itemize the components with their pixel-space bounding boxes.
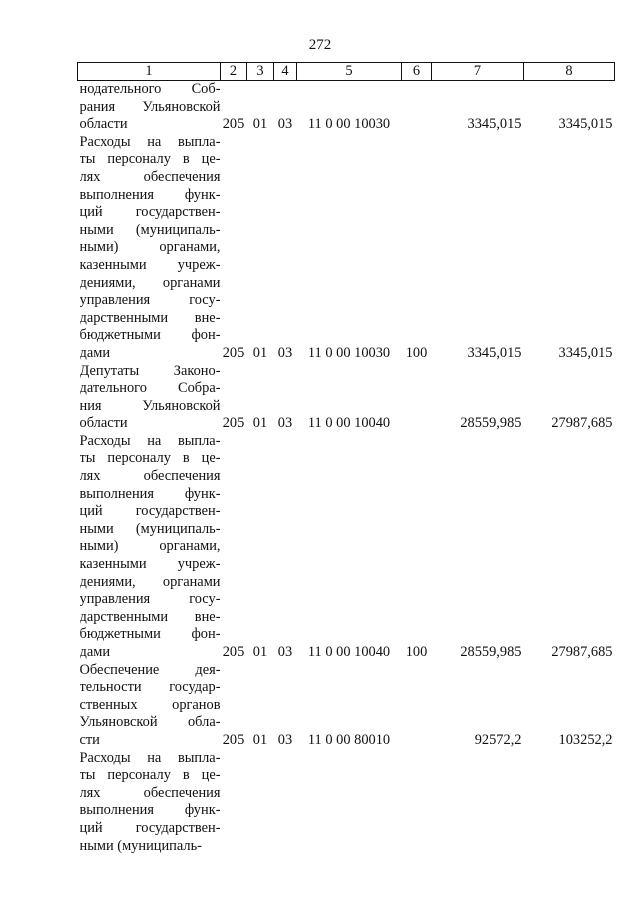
column-number-row: [78, 63, 615, 81]
section-code: 01: [252, 731, 268, 748]
expense-name-line: дениями, органами: [79, 274, 221, 291]
expense-type-code: [402, 750, 432, 856]
target-article-code: 11 0 00 80010: [307, 731, 391, 748]
table-row: [78, 134, 615, 363]
subsection-code: [274, 750, 297, 856]
expense-name: [78, 433, 221, 662]
table-header: [78, 63, 615, 81]
amount-year-1: 28559,985: [460, 644, 522, 660]
expense-name-line: ственных органов: [79, 696, 221, 713]
expense-name-line: ными (муниципаль-: [79, 520, 221, 537]
expense-name: [78, 81, 221, 134]
expense-type-code: [402, 363, 432, 433]
expense-name: [78, 662, 221, 750]
expense-name-line: тельности государ-: [79, 679, 221, 696]
amount-year-2: 27987,685: [551, 644, 613, 660]
amount-year-2: 103252,2: [558, 731, 613, 748]
admin-code: 205: [222, 344, 245, 361]
expense-name-line: сти: [79, 731, 100, 748]
page-number: 272: [308, 37, 332, 53]
expense-name-line: ными (муниципаль-: [79, 221, 221, 238]
expense-name-line: управления госу-: [79, 591, 221, 608]
expense-name-line: дами: [79, 344, 111, 361]
target-article-code: 11 0 00 10040: [307, 415, 391, 432]
admin-code: 205: [222, 644, 245, 660]
expense-name-line: дарственными вне-: [79, 608, 221, 625]
expense-name-line: нодательного Соб-: [79, 81, 221, 97]
expense-name-line: лях обеспечения: [79, 468, 221, 485]
section-code: [247, 750, 274, 856]
subsection-code: 03: [277, 116, 293, 133]
admin-code: 205: [222, 415, 245, 432]
amount-year-2: 3345,015: [558, 344, 613, 361]
expense-name-line: ными) органами,: [79, 538, 221, 555]
expense-name-line: области: [79, 116, 128, 133]
table-row: [78, 363, 615, 433]
expense-name-line: дарственными вне-: [79, 309, 221, 326]
expense-name-line: ными (муниципаль-: [79, 837, 202, 854]
expense-name-line: бюджетными фон-: [79, 327, 221, 344]
target-article-code: 11 0 00 10030: [307, 116, 391, 133]
expense-name-line: лях обеспечения: [79, 784, 221, 801]
budget-table: [77, 62, 615, 855]
subsection-code: 03: [277, 644, 293, 660]
table-row: [78, 662, 615, 750]
expense-name-line: Расходы на выпла-: [79, 749, 221, 766]
expense-name-line: ты персоналу в це-: [79, 767, 221, 784]
expense-name-line: Депутаты Законо-: [79, 362, 221, 379]
expense-name-line: выполнения функ-: [79, 485, 221, 502]
expense-type-code: 100: [405, 644, 428, 660]
admin-code: 205: [222, 116, 245, 133]
column-header: 1: [78, 63, 221, 81]
table-body: [78, 81, 615, 856]
expense-name-line: дениями, органами: [79, 573, 221, 590]
amount-year-1: 28559,985: [460, 415, 522, 432]
expense-name-line: ты персоналу в це-: [79, 151, 221, 168]
table-row: [78, 81, 615, 134]
table-row: [78, 750, 615, 856]
section-code: 01: [252, 116, 268, 133]
amount-year-1: [432, 750, 524, 856]
expense-name-line: ты персоналу в це-: [79, 450, 221, 467]
subsection-code: 03: [277, 344, 293, 361]
section-code: 01: [252, 415, 268, 432]
expense-name-line: ций государствен-: [79, 503, 221, 520]
column-header: 7: [432, 63, 524, 81]
expense-name-line: лях обеспечения: [79, 168, 221, 185]
section-code: 01: [252, 644, 268, 660]
subsection-code: 03: [277, 415, 293, 432]
amount-year-2: 3345,015: [558, 116, 613, 133]
table-row: [78, 433, 615, 662]
amount-year-2: 27987,685: [551, 415, 613, 432]
amount-year-1: 3345,015: [467, 116, 522, 133]
expense-name-line: дательного Собра-: [79, 380, 221, 397]
amount-year-1: 92572,2: [474, 731, 522, 748]
expense-name: [78, 750, 221, 856]
admin-code: [221, 750, 247, 856]
column-header: 4: [274, 63, 297, 81]
expense-name-line: ными) органами,: [79, 239, 221, 256]
expense-name-line: дами: [79, 644, 111, 660]
expense-name-line: выполнения функ-: [79, 802, 221, 819]
expense-name-line: ций государствен-: [79, 204, 221, 221]
expense-name-line: выполнения функ-: [79, 186, 221, 203]
expense-name-line: области: [79, 415, 128, 432]
expense-name-line: Ульяновской обла-: [79, 714, 221, 731]
section-code: 01: [252, 344, 268, 361]
target-article-code: [297, 750, 402, 856]
expense-type-code: [402, 81, 432, 134]
expense-name-line: казенными учреж-: [79, 556, 221, 573]
column-header: 2: [221, 63, 247, 81]
expense-type-code: [402, 662, 432, 750]
column-header: 8: [524, 63, 615, 81]
column-header: 6: [402, 63, 432, 81]
target-article-code: 11 0 00 10040: [307, 644, 391, 660]
expense-name-line: ций государствен-: [79, 819, 221, 836]
amount-year-1: 3345,015: [467, 344, 522, 361]
column-header: 3: [247, 63, 274, 81]
expense-name-line: Расходы на выпла-: [79, 432, 221, 449]
expense-name-line: рания Ульяновской: [79, 98, 221, 115]
expense-name: [78, 134, 221, 363]
expense-name-line: бюджетными фон-: [79, 626, 221, 643]
expense-name: [78, 363, 221, 433]
expense-name-line: казенными учреж-: [79, 256, 221, 273]
expense-name-line: Обеспечение дея-: [79, 661, 221, 678]
admin-code: 205: [222, 731, 245, 748]
expense-name-line: ния Ульяновской: [79, 397, 221, 414]
amount-year-2: [524, 750, 615, 856]
expense-type-code: 100: [405, 344, 428, 361]
expense-name-line: управления госу-: [79, 292, 221, 309]
expense-name-line: Расходы на выпла-: [79, 133, 221, 150]
subsection-code: 03: [277, 731, 293, 748]
column-header: 5: [297, 63, 402, 81]
target-article-code: 11 0 00 10030: [307, 344, 391, 361]
